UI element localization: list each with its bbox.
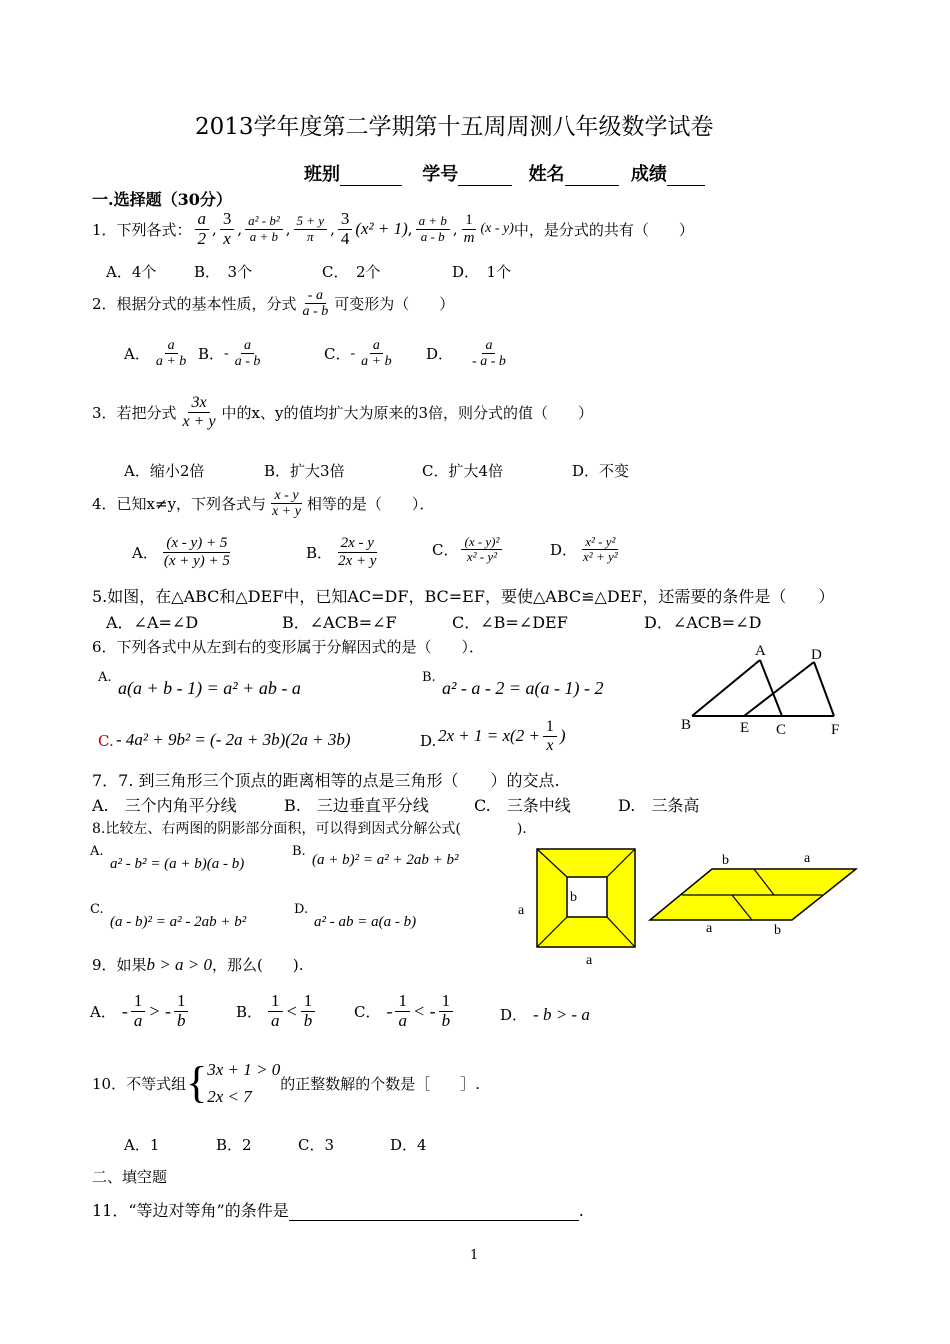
q4-option-c[interactable]: C． $\frac{\text{(x - y)²}}{\text{x² - y²}}$ [432,535,505,565]
q6-option-d[interactable]: 2x + 1 = x(2 + $\frac{1}{x}$ ) [438,718,566,754]
parallelogram-figure [646,848,860,944]
q3-option-c[interactable]: C．扩大4倍 [422,462,504,480]
q1-option-a[interactable]: A．4个 [106,263,157,281]
question-3: 3．若把分式 $\frac{3x}{x + y}$ 中的x、y的值均扩大为原来的3倍，则分式的值（ ） [92,394,594,430]
question-11: 11．“等边对等角”的条件是 . [92,1201,584,1220]
para-bottom-b: b [774,923,781,938]
q1-option-c[interactable]: C． 2个 [322,263,381,281]
q8-option-c[interactable]: (a - b)² = a² - 2ab + b² [110,914,247,930]
square-inner-label: b [570,890,577,905]
triangle-figure [678,640,848,740]
label-e: E [740,720,750,736]
q6-label-c: C. [98,732,114,750]
q1-option-d[interactable]: D． 1个 [452,263,512,281]
q4-option-a[interactable]: A． $\frac{(x - y) + 5}{(x + y) + 5}$ [132,535,230,569]
question-8: 8.比较左、右两图的阴影部分面积，可以得到因式分解公式( ). [92,821,527,837]
q11-answer-blank[interactable] [289,1220,579,1221]
q8-label-a: A. [90,844,104,859]
label-d: D [811,647,822,663]
question-7: 7．7. 到三角形三个顶点的距离相等的点是三角形（ ）的交点. [92,771,560,790]
q7-option-d[interactable]: D. 三条高 [618,796,700,815]
q9-option-d[interactable]: D． - b > - a [500,1004,590,1024]
q8-option-b[interactable]: (a + b)² = a² + 2ab + b² [312,852,459,868]
q10-option-a[interactable]: A．1 [124,1136,160,1154]
page-title: 2013学年度第二学期第十五周周测八年级数学试卷 [195,114,714,140]
q2-option-a[interactable]: A． $\frac{a}{a + b}$ [124,338,187,370]
q8-option-a[interactable]: a² - b² = (a + b)(a - b) [110,856,245,872]
q5-option-c[interactable]: C．∠B=∠DEF [452,613,568,632]
page-number: 1 [470,1248,479,1263]
q1-option-b[interactable]: B． 3个 [194,263,253,281]
q6-option-b[interactable]: a² - a - 2 = a(a - 1) - 2 [442,678,604,698]
q3-option-d[interactable]: D．不变 [572,462,630,480]
para-bottom-a: a [706,921,713,936]
class-blank[interactable] [340,185,402,186]
id-label: 学号 [422,164,459,185]
q2-option-d[interactable]: D． $\frac{a}{- a - b}$ [426,338,506,370]
name-blank[interactable] [565,185,619,186]
question-4: 4．已知x≠y，下列各式与 $\frac{x - y}{x + y}$ 相等的是（ ）． [92,488,435,520]
question-2: 2．根据分式的基本性质，分式 $\frac{- a}{a - b}$ 可变形为（ ） [92,288,455,320]
q4-option-b[interactable]: B． $\frac{2x - y}{2x + y}$ [306,535,377,569]
score-label: 成绩 [630,164,667,185]
score-blank[interactable] [667,185,705,186]
q6-option-a[interactable]: a(a + b - 1) = a² + ab - a [118,678,301,698]
q8-label-c: C. [90,902,104,917]
q3-option-b[interactable]: B．扩大3倍 [264,462,345,480]
question-6: 6．下列各式中从左到右的变形属于分解因式的是（ ）． [92,638,485,656]
q8-label-d: D. [294,902,309,917]
q3-option-a[interactable]: A．缩小2倍 [124,462,205,480]
q9-option-b[interactable]: B． $\frac{1}{a}$ < $\frac{1}{b}$ [236,992,318,1030]
q9-option-c[interactable]: C． - $\frac{1}{a}$ < - $\frac{1}{b}$ [354,992,456,1030]
q2-option-b[interactable]: B． - $\frac{a}{a - b}$ [198,338,261,370]
header-fields [304,160,705,186]
section-title: 一.选择题（30分） [92,190,232,209]
q7-option-c[interactable]: C. 三条中线 [474,796,571,815]
q7-option-a[interactable]: A. 三个内角平分线 [92,796,237,815]
label-a: A [755,643,766,659]
square-bottom-label: a [586,953,593,968]
label-b: B [681,717,692,733]
id-blank[interactable] [458,185,512,186]
q8-option-d[interactable]: a² - ab = a(a - b) [314,914,417,930]
q6-label-b: B. [422,670,436,685]
q10-option-d[interactable]: D．4 [390,1136,427,1154]
square-figure [512,844,642,968]
question-10: 10．不等式组 { 3x + 1 > 0 2x < 7 的正整数解的个数是［ ］. [92,1058,480,1108]
section-2-title: 二、填空题 [92,1168,168,1186]
q6-label-a: A. [98,670,112,685]
square-side-label: a [518,903,525,918]
label-f: F [831,722,840,738]
class-label: 班别 [304,164,340,185]
para-top-b: b [722,853,729,868]
question-9: 9．如果 b > a > 0 ，那么( ). [92,954,304,974]
q7-option-b[interactable]: B. 三边垂直平分线 [284,796,429,815]
para-top-a: a [804,851,811,866]
q8-label-b: B. [292,844,306,859]
q9-option-a[interactable]: A． - $\frac{1}{a}$ > - $\frac{1}{b}$ [90,992,191,1030]
q10-option-b[interactable]: B．2 [216,1136,252,1154]
q6-label-d: D. [420,732,437,750]
name-label: 姓名 [528,164,565,185]
q2-option-c[interactable]: C． - $\frac{a}{a + b}$ [324,338,392,370]
q4-option-d[interactable]: D． $\frac{\text{x² - y²}}{\text{x² + y²}}$ [550,534,618,565]
label-c: C [776,722,787,738]
q5-option-d[interactable]: D．∠ACB=∠D [644,613,762,632]
q10-option-c[interactable]: C．3 [298,1136,335,1154]
question-1: 1．下列各式： $\frac{a}{2}$ , $\frac{3}{x}$ , $\frac{\text{a² - b²}}{a + b}$ , $\frac{5 + y}{\pi}$ , $\frac{3}{4}$ (x² + 1) , $\frac{a + b}{a - b}$ , $\frac{1}{m}$ (x - y) 中，是分式的共有（ ） [92,209,694,248]
q6-option-c[interactable]: - 4a² + 9b² = (- 2a + 3b)(2a + 3b) [116,730,351,749]
question-5: 5.如图，在△ABC和△DEF中，已知AC=DF，BC=EF，要使△ABC≌△DEF，还需要的条件是（ ） [92,587,835,606]
q5-option-b[interactable]: B．∠ACB=∠F [282,613,397,632]
q5-option-a[interactable]: A．∠A=∠D [106,613,199,632]
